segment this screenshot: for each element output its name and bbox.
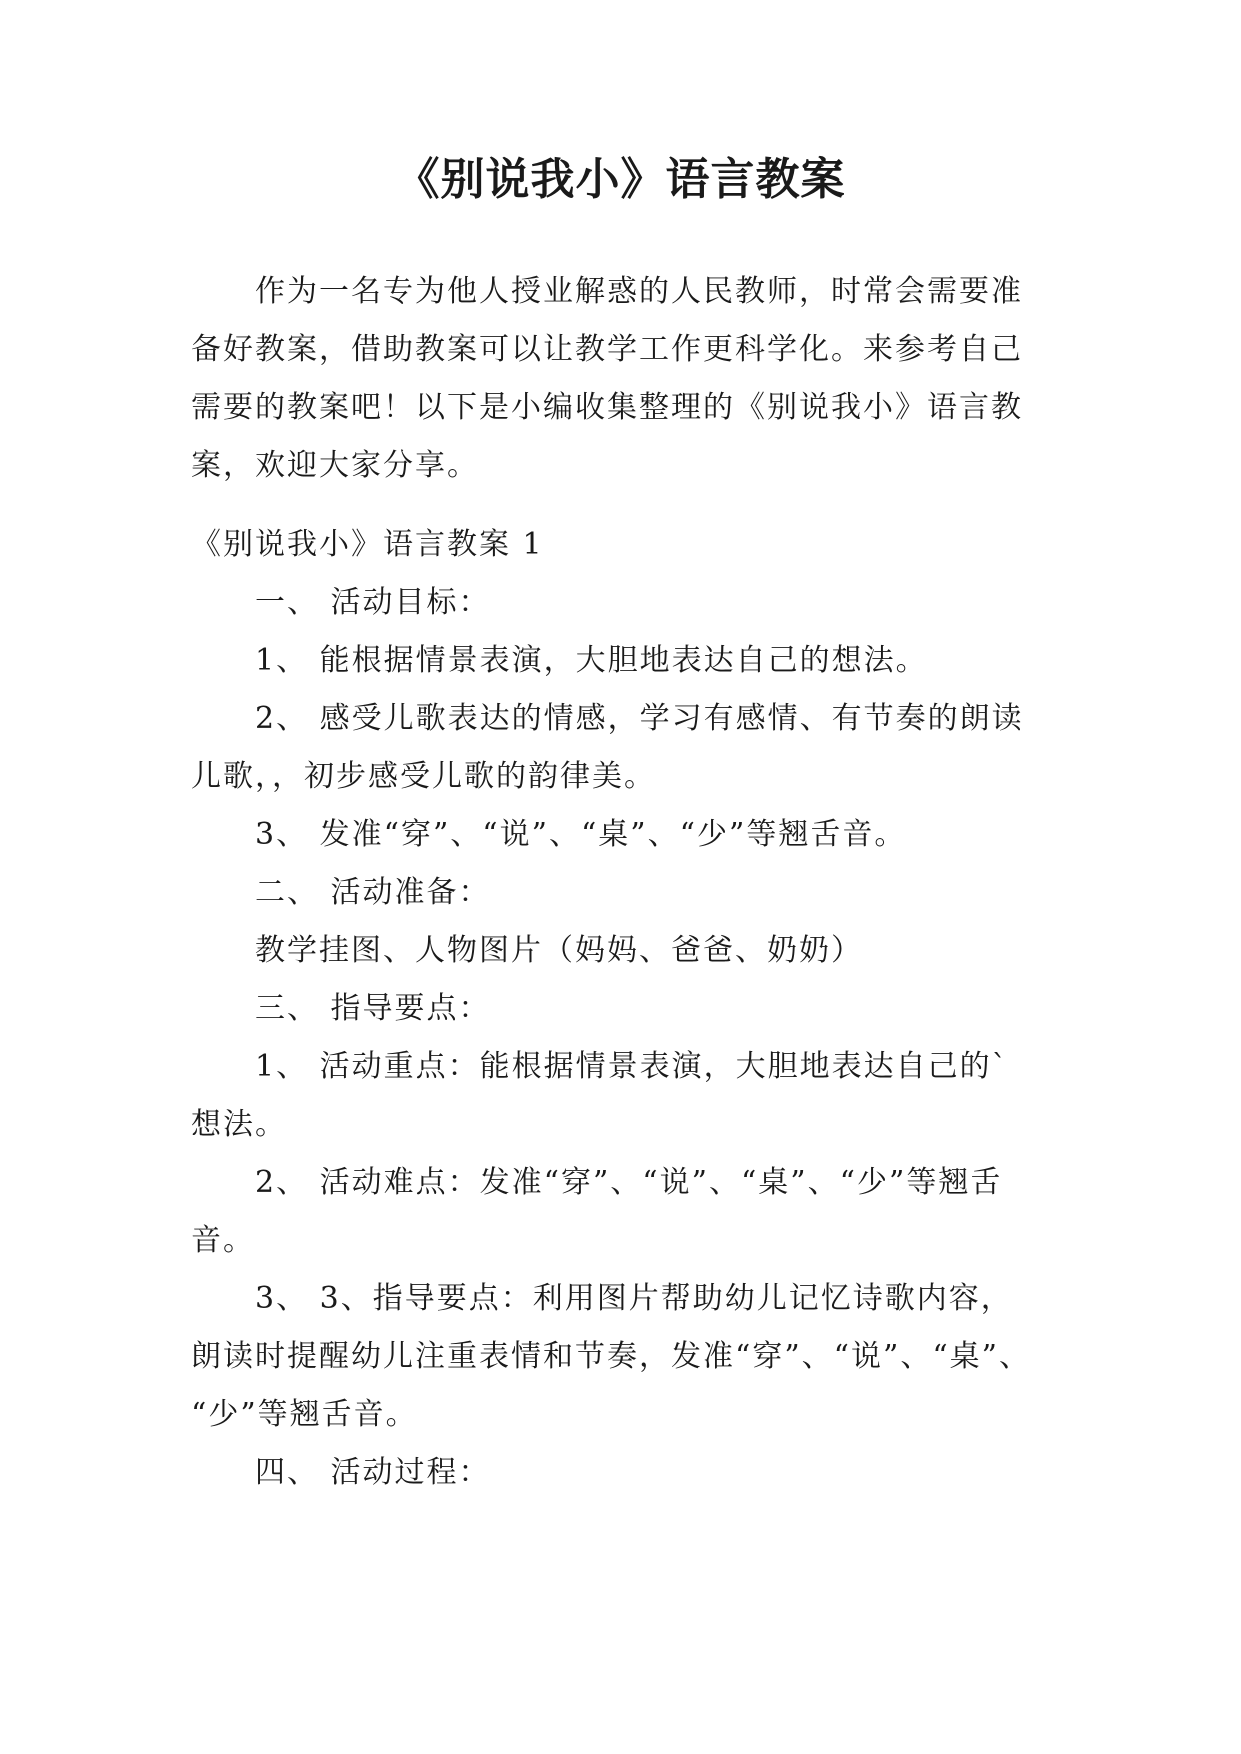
guidance-item: 3、 3、指导要点：利用图片帮助幼儿记忆诗歌内容， — [255, 1281, 1013, 1316]
document-title: 《别说我小》语言教案 — [395, 154, 846, 205]
guidance-item: 1、 活动重点：能根据情景表演，大胆地表达自己的` — [255, 1049, 1009, 1084]
heading-activity-preparation: 二、 活动准备： — [255, 875, 491, 910]
heading-activity-goals: 一、 活动目标： — [255, 585, 491, 620]
intro-paragraph — [191, 263, 1076, 495]
goal-item: 1、 能根据情景表演，大胆地表达自己的想法。 — [255, 643, 928, 678]
guidance-item-continued: 音。 — [191, 1223, 255, 1258]
intro-line: 备好教案，借助教案可以让教学工作更科学化。来参考自己 — [191, 332, 1023, 367]
intro-line: 需要的教案吧！以下是小编收集整理的《别说我小》语言教 — [191, 390, 1023, 425]
goal-item: 3、 发准“穿”、“说”、“桌”、“少”等翘舌音。 — [255, 817, 907, 852]
intro-line: 案，欢迎大家分享。 — [191, 448, 479, 483]
goal-item: 2、 感受儿歌表达的情感，学习有感情、有节奏的朗读 — [255, 701, 1024, 736]
section-heading: 《别说我小》语言教案 1 — [191, 527, 544, 562]
intro-line: 作为一名专为他人授业解惑的人民教师，时常会需要准 — [255, 274, 1023, 309]
heading-activity-process: 四、 活动过程： — [255, 1455, 491, 1490]
section-content — [191, 516, 1076, 1502]
guidance-item-continued: 朗读时提醒幼儿注重表情和节奏，发准“穿”、“说”、“桌”、 — [191, 1339, 1032, 1374]
heading-guidance-points: 三、 指导要点： — [255, 991, 491, 1026]
guidance-item-continued: 想法。 — [191, 1107, 287, 1142]
guidance-item-continued: “少”等翘舌音。 — [191, 1397, 418, 1432]
goal-item-continued: 儿歌，，初步感受儿歌的韵律美。 — [191, 759, 656, 794]
preparation-text: 教学挂图、人物图片（妈妈、爸爸、奶奶） — [255, 933, 863, 968]
guidance-item: 2、 活动难点：发准“穿”、“说”、“桌”、“少”等翘舌 — [255, 1165, 1003, 1200]
